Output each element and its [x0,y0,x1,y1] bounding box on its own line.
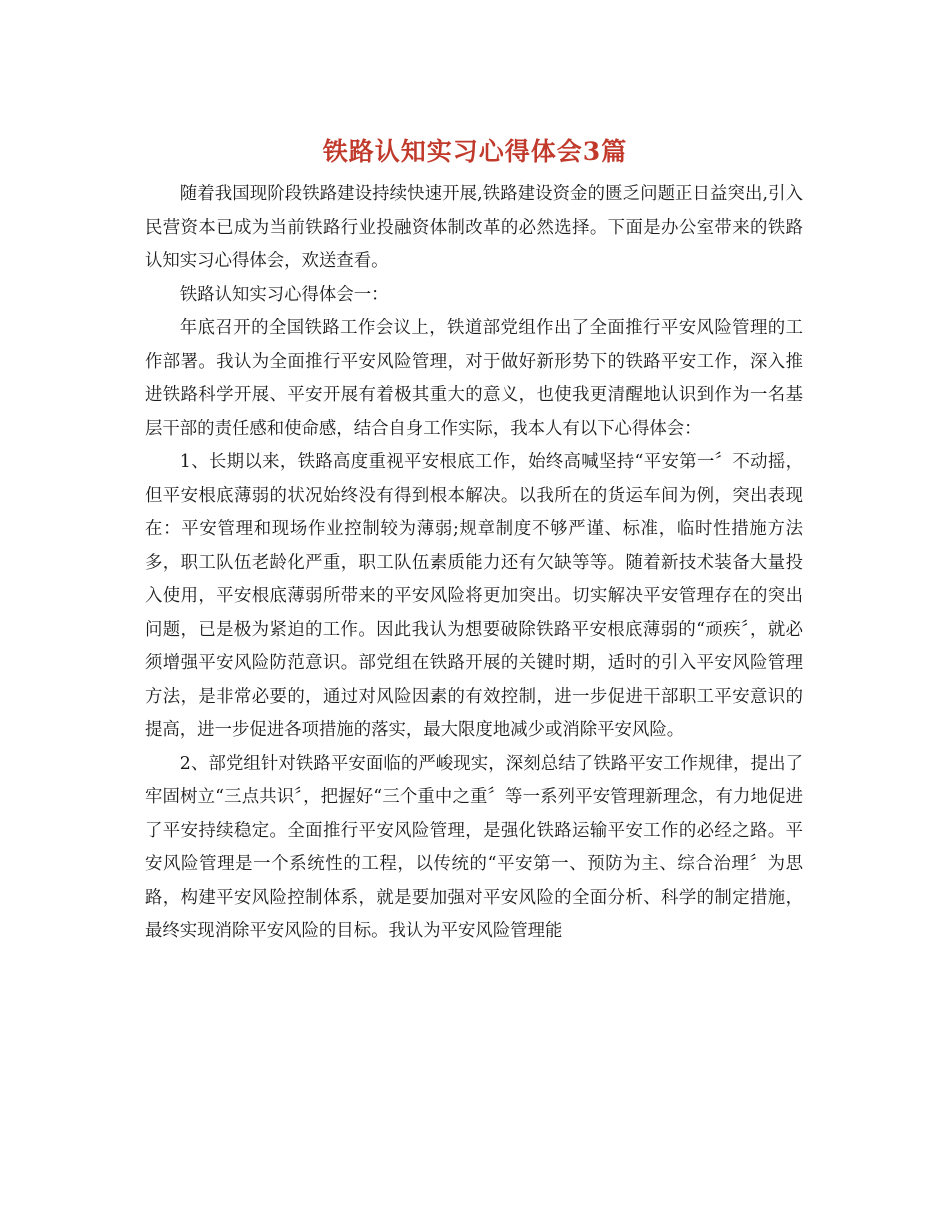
body-paragraph: 年底召开的全国铁路工作会议上，铁道部党组作出了全面推行平安风险管理的工作部署。我认为全面推行平安风险管理，对于做好新形势下的铁路平安工作，深入推进铁路科学开展、平安开展有着极其重大的意义，也使我更清醒地认识到作为一名基层干部的责任感和使命感，结合自身工作实际，我本人有以下心得体会： [145,318,803,439]
body-paragraph: 2、部党组针对铁路平安面临的严峻现实，深刻总结了铁路平安工作规律，提出了牢固树立“三点共识〞，把握好“三个重中之重〞等一系列平安管理新理念，有力地促进了平安持续稳定。全面推行平安风险管理，是强化铁路运输平安工作的必经之路。平安风险管理是一个系统性的工程，以传统的“平安第一、预防为主、综合治理〞为思路，构建平安风险控制体系，就是要加强对平安风险的全面分析、科学的制定措施，最终实现消除平安风险的目标。我认为平安风险管理能 [145,753,803,941]
document-title: 铁路认知实习心得体会3篇 [322,137,628,166]
body-paragraph: 1、长期以来，铁路高度重视平安根底工作，始终高喊坚持“平安第一〞不动摇，但平安根底薄弱的状况始终没有得到根本解决。以我所在的货运车间为例，突出表现在：平安管理和现场作业控制较为薄弱;规章制度不够严谨、标准，临时性措施方法多，职工队伍老龄化严重，职工队伍素质能力还有欠缺等等。随着新技术装备大量投入使用，平安根底薄弱所带来的平安风险将更加突出。切实解决平安管理存在的突出问题，已是极为紧迫的工作。因此我认为想要破除铁路平安根底薄弱的“顽疾〞，就必须增强平安风险防范意识。部党组在铁路开展的关键时期，适时的引入平安风险管理方法，是非常必要的，通过对风险因素的有效控制，进一步促进干部职工平安意识的提高，进一步促进各项措施的落实，最大限度地减少或消除平安风险。 [145,452,803,740]
intro-paragraph: 随着我国现阶段铁路建设持续快速开展,铁路建设资金的匮乏问题正日益突出,引入民营资本已成为当前铁路行业投融资体制改革的必然选择。下面是办公室带来的铁路认知实习心得体会，欢送查看。 [145,184,803,271]
section-heading-one: 铁路认知实习心得体会一： [179,284,389,305]
document-body [145,178,803,949]
